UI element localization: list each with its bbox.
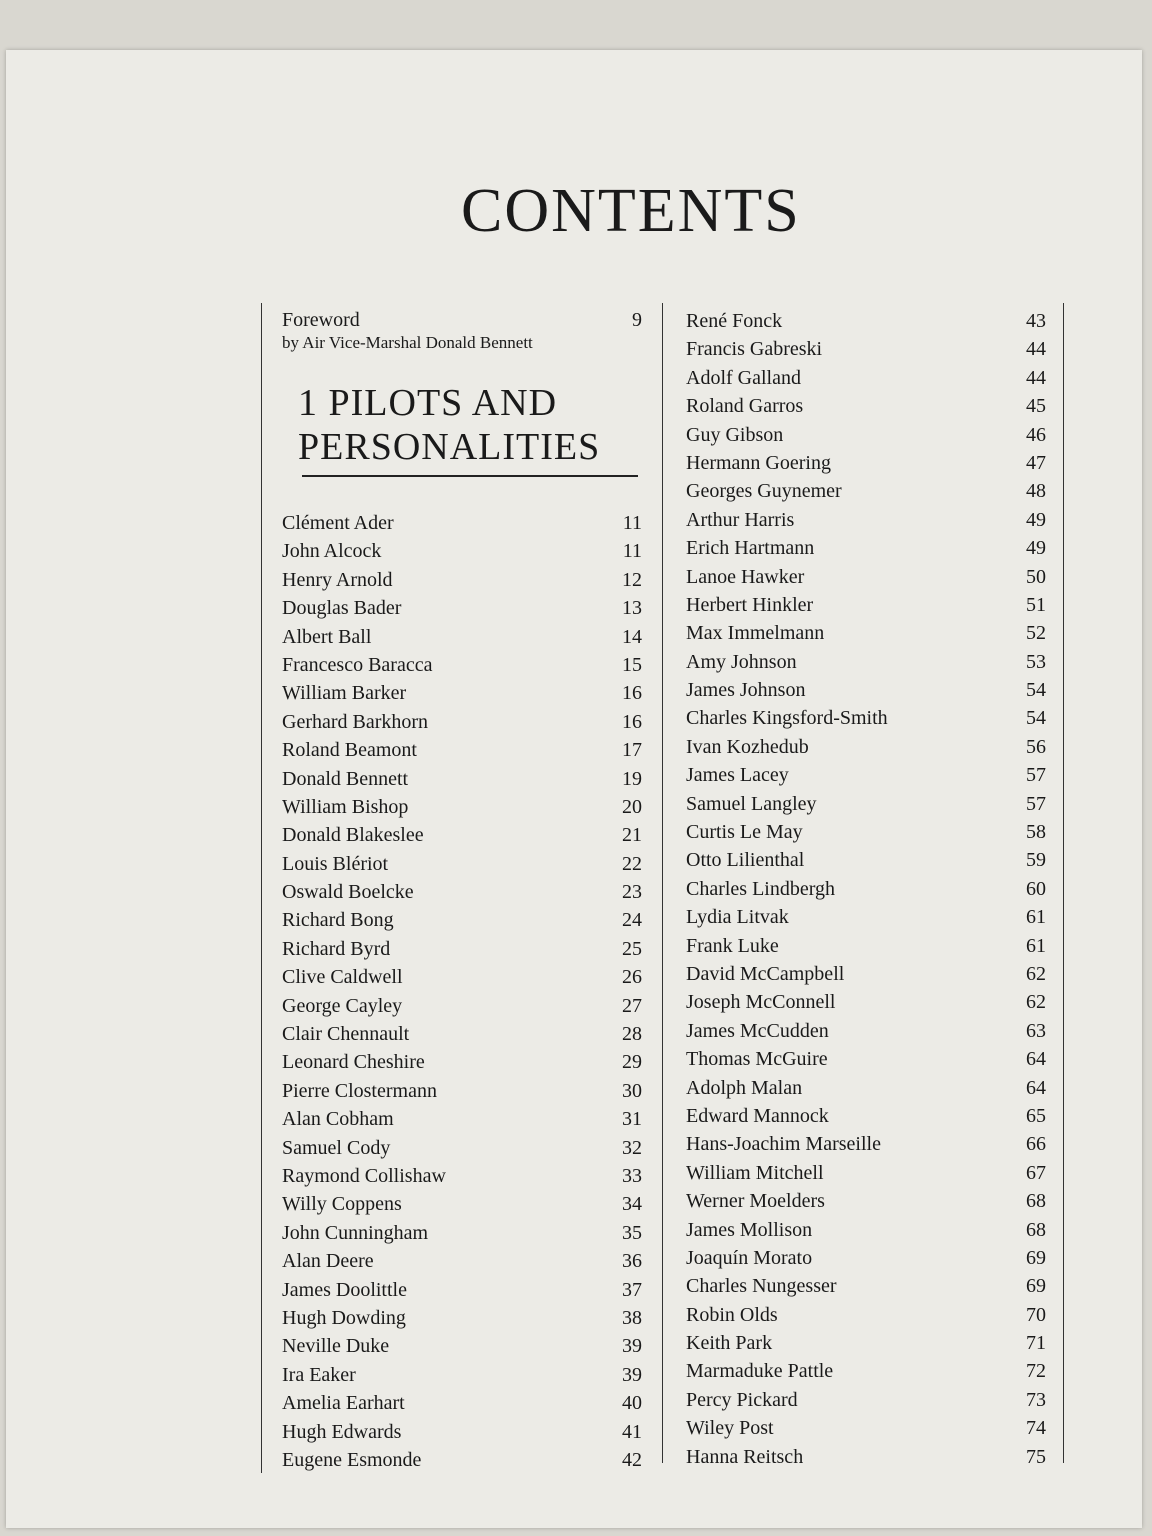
entry-page-number: 14 — [622, 625, 642, 648]
entry-page-number: 68 — [1026, 1218, 1046, 1241]
toc-entry — [686, 364, 1046, 392]
toc-entry — [686, 1187, 1046, 1215]
toc-entry — [686, 875, 1046, 903]
entry-page-number: 49 — [1026, 537, 1046, 560]
entry-page-number: 63 — [1026, 1019, 1046, 1042]
entry-name: Richard Bong — [282, 909, 394, 932]
entry-page-number: 53 — [1026, 650, 1046, 673]
entry-name: Clément Ader — [282, 512, 394, 534]
toc-entry — [282, 963, 642, 991]
entry-page-number: 35 — [622, 1221, 642, 1244]
entry-page-number: 37 — [622, 1278, 642, 1301]
entry-page-number: 49 — [1026, 508, 1046, 531]
entry-page-number: 58 — [1026, 821, 1046, 844]
entry-name: Charles Nungesser — [686, 1275, 837, 1298]
entry-name: Hermann Goering — [686, 451, 831, 474]
toc-entry — [282, 537, 642, 565]
entry-page-number: 47 — [1026, 451, 1046, 474]
entry-page-number: 70 — [1026, 1303, 1046, 1326]
entry-page-number: 11 — [622, 512, 642, 534]
entry-page-number: 23 — [622, 881, 642, 904]
entry-page-number: 69 — [1026, 1275, 1046, 1298]
toc-entry — [282, 1048, 642, 1076]
toc-entry — [686, 1414, 1046, 1442]
toc-entry — [282, 765, 642, 793]
toc-entry — [686, 449, 1046, 477]
toc-entry — [282, 736, 642, 764]
entry-name: Ivan Kozhedub — [686, 735, 809, 758]
contents-column-right — [662, 303, 1064, 1468]
entry-name: Louis Blériot — [282, 852, 389, 875]
entry-list-right — [686, 307, 1046, 1471]
toc-entry — [686, 1017, 1046, 1045]
entry-name: Amelia Earhart — [282, 1392, 405, 1415]
entry-name: Amy Johnson — [686, 650, 797, 673]
toc-entry — [686, 648, 1046, 676]
entry-page-number: 45 — [1026, 395, 1046, 418]
entry-name: Hans-Joachim Marseille — [686, 1133, 881, 1156]
toc-entry — [282, 509, 642, 537]
entry-name: Gerhard Barkhorn — [282, 710, 429, 733]
contents-column-left — [261, 303, 662, 1473]
toc-entry — [282, 1020, 642, 1048]
entry-name: Wiley Post — [686, 1417, 774, 1440]
toc-entry — [686, 1159, 1046, 1187]
entry-page-number: 33 — [622, 1164, 642, 1187]
entry-page-number: 12 — [622, 568, 642, 591]
entry-name: Max Immelmann — [686, 622, 825, 645]
toc-entry — [686, 307, 1046, 335]
entry-name: Charles Kingsford-Smith — [686, 707, 888, 730]
entry-page-number: 19 — [622, 767, 642, 790]
entry-name: Charles Lindbergh — [686, 877, 836, 900]
toc-entry — [282, 1389, 642, 1417]
entry-page-number: 27 — [622, 994, 642, 1017]
toc-entry — [282, 623, 642, 651]
toc-entry — [686, 932, 1046, 960]
entry-name: Alan Cobham — [282, 1108, 394, 1131]
entry-page-number: 22 — [622, 852, 642, 875]
entry-name: Pierre Clostermann — [282, 1079, 437, 1102]
toc-entry — [686, 1074, 1046, 1102]
entry-page-number: 54 — [1026, 707, 1046, 730]
entry-name: Joaquín Morato — [686, 1246, 813, 1269]
entry-list-left — [282, 509, 642, 1474]
entry-page-number: 31 — [622, 1108, 642, 1131]
toc-entry — [282, 935, 642, 963]
toc-entry — [686, 733, 1046, 761]
entry-page-number: 20 — [622, 795, 642, 818]
entry-page-number: 15 — [622, 653, 642, 676]
entry-page-number: 29 — [622, 1051, 642, 1074]
entry-name: Albert Ball — [282, 625, 372, 648]
entry-page-number: 16 — [622, 682, 642, 705]
entry-name: Roland Garros — [686, 395, 804, 418]
entry-name: Donald Blakeslee — [282, 824, 424, 847]
entry-name: James Lacey — [686, 764, 789, 787]
toc-entry — [282, 1105, 642, 1133]
toc-entry — [686, 421, 1046, 449]
toc-entry — [686, 506, 1046, 534]
entry-page-number: 57 — [1026, 792, 1046, 815]
entry-name: Ira Eaker — [282, 1363, 356, 1386]
entry-page-number: 61 — [1026, 934, 1046, 957]
toc-entry — [686, 761, 1046, 789]
entry-page-number: 16 — [622, 710, 642, 733]
entry-name: Lanoe Hawker — [686, 565, 805, 588]
entry-page-number: 57 — [1026, 764, 1046, 787]
toc-entry — [686, 1272, 1046, 1300]
toc-entry — [282, 1219, 642, 1247]
entry-name: John Alcock — [282, 540, 382, 563]
entry-name: William Mitchell — [686, 1161, 824, 1184]
toc-entry — [686, 1386, 1046, 1414]
entry-page-number: 24 — [622, 909, 642, 932]
toc-entry — [282, 1332, 642, 1360]
entry-page-number: 46 — [1026, 423, 1046, 446]
section-divider — [302, 475, 638, 477]
entry-page-number: 13 — [622, 597, 642, 620]
entry-page-number: 48 — [1026, 480, 1046, 503]
foreword-page: 9 — [632, 309, 642, 331]
entry-page-number: 65 — [1026, 1104, 1046, 1127]
entry-name: William Barker — [282, 682, 407, 705]
entry-name: Francis Gabreski — [686, 338, 823, 361]
entry-name: Francesco Baracca — [282, 653, 433, 676]
toc-entry — [282, 594, 642, 622]
toc-entry — [686, 563, 1046, 591]
toc-entry — [282, 1276, 642, 1304]
toc-entry — [282, 679, 642, 707]
entry-page-number: 11 — [622, 540, 642, 563]
entry-name: James Mollison — [686, 1218, 813, 1241]
toc-entry — [282, 1361, 642, 1389]
entry-page-number: 44 — [1026, 338, 1046, 361]
entry-name: Percy Pickard — [686, 1388, 798, 1411]
entry-page-number: 71 — [1026, 1332, 1046, 1355]
foreword-label: Foreword — [282, 309, 360, 331]
entry-name: Keith Park — [686, 1332, 773, 1355]
entry-name: James McCudden — [686, 1019, 829, 1042]
toc-entry — [282, 1134, 642, 1162]
entry-page-number: 73 — [1026, 1388, 1046, 1411]
entry-name: Adolph Malan — [686, 1076, 803, 1099]
entry-name: Arthur Harris — [686, 508, 795, 531]
toc-entry — [282, 878, 642, 906]
toc-entry — [686, 534, 1046, 562]
toc-entry — [686, 1216, 1046, 1244]
entry-page-number: 74 — [1026, 1417, 1046, 1440]
entry-name: Marmaduke Pattle — [686, 1360, 834, 1383]
entry-page-number: 66 — [1026, 1133, 1046, 1156]
book-page — [6, 50, 1142, 1528]
entry-name: Raymond Collishaw — [282, 1164, 446, 1187]
toc-entry — [686, 619, 1046, 647]
entry-name: Donald Bennett — [282, 767, 409, 790]
section-heading-line2: PERSONALITIES — [298, 426, 601, 468]
toc-entry — [282, 1418, 642, 1446]
entry-page-number: 43 — [1026, 310, 1046, 332]
entry-name: Samuel Cody — [282, 1136, 391, 1159]
toc-entry — [282, 1190, 642, 1218]
entry-page-number: 72 — [1026, 1360, 1046, 1383]
entry-name: John Cunningham — [282, 1221, 429, 1244]
entry-name: Leonard Cheshire — [282, 1051, 425, 1074]
toc-entry — [686, 676, 1046, 704]
entry-name: Hugh Edwards — [282, 1420, 402, 1443]
entry-page-number: 42 — [622, 1448, 642, 1471]
toc-entry — [686, 1244, 1046, 1272]
toc-entry — [282, 992, 642, 1020]
entry-page-number: 17 — [622, 739, 642, 762]
toc-entry — [686, 903, 1046, 931]
entry-name: Alan Deere — [282, 1250, 374, 1273]
toc-entry — [282, 651, 642, 679]
entry-page-number: 21 — [622, 824, 642, 847]
section-heading — [298, 381, 638, 469]
entry-name: James Johnson — [686, 679, 806, 702]
entry-name: Clair Chennault — [282, 1023, 410, 1046]
entry-name: Oswald Boelcke — [282, 881, 414, 904]
entry-name: David McCampbell — [686, 962, 845, 985]
entry-name: Roland Beamont — [282, 739, 417, 762]
entry-page-number: 41 — [622, 1420, 642, 1443]
entry-name: Neville Duke — [282, 1335, 390, 1358]
foreword-row — [282, 309, 662, 332]
toc-entry — [282, 1247, 642, 1275]
entry-page-number: 56 — [1026, 735, 1046, 758]
entry-name: Thomas McGuire — [686, 1048, 828, 1071]
entry-name: Clive Caldwell — [282, 966, 403, 989]
entry-page-number: 67 — [1026, 1161, 1046, 1184]
entry-page-number: 69 — [1026, 1246, 1046, 1269]
entry-name: Hugh Dowding — [282, 1306, 406, 1329]
entry-name: William Bishop — [282, 795, 409, 818]
entry-name: René Fonck — [686, 310, 783, 332]
entry-name: George Cayley — [282, 994, 403, 1017]
toc-entry — [686, 846, 1046, 874]
entry-page-number: 52 — [1026, 622, 1046, 645]
entry-page-number: 38 — [622, 1306, 642, 1329]
toc-entry — [282, 821, 642, 849]
entry-name: Adolf Galland — [686, 366, 801, 389]
foreword-entry — [282, 309, 662, 353]
toc-entry — [686, 1045, 1046, 1073]
toc-entry — [686, 1357, 1046, 1385]
entry-name: Douglas Bader — [282, 597, 402, 620]
section-heading-line1: 1 PILOTS AND — [298, 382, 558, 424]
toc-entry — [282, 708, 642, 736]
entry-page-number: 59 — [1026, 849, 1046, 872]
entry-page-number: 34 — [622, 1193, 642, 1216]
entry-name: Erich Hartmann — [686, 537, 815, 560]
entry-page-number: 39 — [622, 1335, 642, 1358]
toc-entry — [686, 1443, 1046, 1471]
toc-entry — [282, 1162, 642, 1190]
entry-name: Robin Olds — [686, 1303, 778, 1326]
entry-name: Georges Guynemer — [686, 480, 842, 503]
entry-page-number: 50 — [1026, 565, 1046, 588]
entry-page-number: 28 — [622, 1023, 642, 1046]
entry-name: Hanna Reitsch — [686, 1445, 804, 1468]
toc-entry — [686, 1130, 1046, 1158]
toc-entry — [686, 988, 1046, 1016]
entry-name: James Doolittle — [282, 1278, 407, 1301]
entry-page-number: 60 — [1026, 877, 1046, 900]
entry-name: Herbert Hinkler — [686, 593, 814, 616]
entry-name: Samuel Langley — [686, 792, 817, 815]
entry-name: Willy Coppens — [282, 1193, 402, 1216]
entry-page-number: 26 — [622, 966, 642, 989]
entry-name: Joseph McConnell — [686, 991, 836, 1014]
toc-entry — [686, 591, 1046, 619]
toc-entry — [686, 1329, 1046, 1357]
toc-entry — [686, 704, 1046, 732]
toc-entry — [282, 1077, 642, 1105]
toc-entry — [686, 960, 1046, 988]
toc-entry — [686, 1301, 1046, 1329]
page-title: CONTENTS — [461, 177, 801, 245]
foreword-byline: by Air Vice-Marshal Donald Bennett — [282, 333, 533, 352]
entry-name: Frank Luke — [686, 934, 779, 957]
entry-name: Werner Moelders — [686, 1190, 825, 1213]
entry-page-number: 64 — [1026, 1076, 1046, 1099]
entry-page-number: 36 — [622, 1250, 642, 1273]
toc-entry — [686, 790, 1046, 818]
entry-page-number: 40 — [622, 1392, 642, 1415]
toc-entry — [282, 850, 642, 878]
entry-page-number: 44 — [1026, 366, 1046, 389]
entry-page-number: 75 — [1026, 1445, 1046, 1468]
toc-entry — [686, 818, 1046, 846]
entry-page-number: 62 — [1026, 962, 1046, 985]
entry-page-number: 39 — [622, 1363, 642, 1386]
toc-entry — [282, 906, 642, 934]
entry-page-number: 62 — [1026, 991, 1046, 1014]
entry-page-number: 64 — [1026, 1048, 1046, 1071]
entry-name: Curtis Le May — [686, 821, 803, 844]
toc-entry — [686, 335, 1046, 363]
toc-entry — [686, 392, 1046, 420]
entry-page-number: 30 — [622, 1079, 642, 1102]
toc-entry — [282, 1446, 642, 1474]
toc-entry — [282, 566, 642, 594]
entry-page-number: 54 — [1026, 679, 1046, 702]
entry-page-number: 25 — [622, 937, 642, 960]
entry-name: Edward Mannock — [686, 1104, 829, 1127]
toc-entry — [686, 477, 1046, 505]
entry-name: Otto Lilienthal — [686, 849, 805, 872]
entry-name: Guy Gibson — [686, 423, 784, 446]
toc-entry — [686, 1102, 1046, 1130]
entry-name: Lydia Litvak — [686, 906, 789, 929]
toc-entry — [282, 793, 642, 821]
toc-entry — [282, 1304, 642, 1332]
entry-page-number: 51 — [1026, 593, 1046, 616]
entry-page-number: 61 — [1026, 906, 1046, 929]
entry-name: Henry Arnold — [282, 568, 393, 591]
entry-page-number: 32 — [622, 1136, 642, 1159]
entry-name: Richard Byrd — [282, 937, 391, 960]
entry-page-number: 68 — [1026, 1190, 1046, 1213]
entry-name: Eugene Esmonde — [282, 1448, 422, 1471]
